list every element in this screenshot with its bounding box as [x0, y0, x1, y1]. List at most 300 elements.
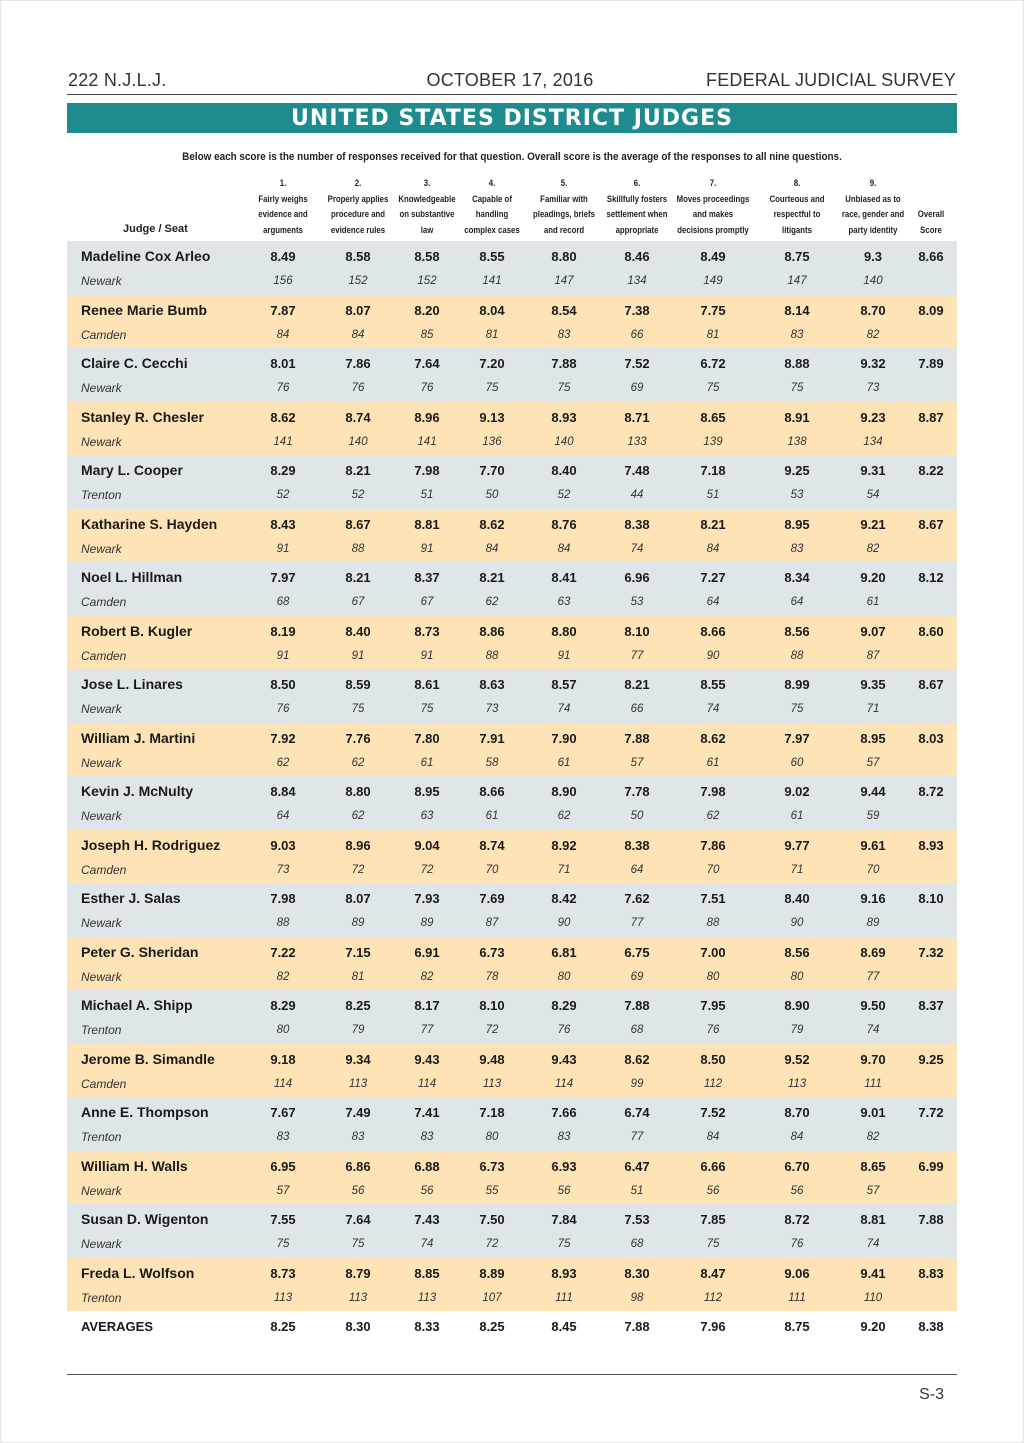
judge-seat: Newark [81, 1183, 122, 1198]
response-count-q3: 63 [420, 810, 434, 822]
judge-row [67, 562, 957, 616]
response-count-q3: 76 [420, 382, 434, 394]
judge-row [67, 723, 957, 777]
score-q3: 7.93 [414, 891, 440, 906]
response-count-q4: 72 [485, 1238, 499, 1250]
response-count-q7: 64 [706, 596, 720, 608]
section-banner: UNITED STATES DISTRICT JUDGES [67, 103, 957, 133]
score-q3: 8.96 [414, 409, 440, 425]
score-q8: 8.75 [784, 249, 810, 264]
response-count-q6: 66 [630, 328, 644, 341]
response-count-q6: 44 [630, 489, 644, 501]
score-q6: 7.88 [624, 730, 650, 746]
response-count-q6: 77 [630, 649, 644, 662]
score-q8: 9.06 [784, 1265, 810, 1281]
judge-row [67, 990, 957, 1044]
score-q3: 8.17 [414, 998, 440, 1013]
score-q8: 8.90 [784, 998, 810, 1013]
response-count-q4: 141 [482, 275, 502, 287]
score-q5: 8.92 [551, 837, 577, 853]
judge-seat: Camden [81, 1076, 127, 1091]
response-count-q4: 136 [482, 435, 502, 448]
score-q5: 7.66 [551, 1105, 577, 1120]
score-q8: 6.70 [784, 1158, 810, 1174]
score-q7: 6.66 [700, 1158, 726, 1174]
response-count-q6: 74 [630, 542, 644, 555]
score-q8: 8.99 [784, 677, 810, 692]
judge-name: Peter G. Sheridan [81, 943, 199, 960]
column-heading-overall: Overall Score [917, 209, 945, 236]
score-q3: 8.20 [414, 302, 440, 318]
judge-seat: Newark [81, 541, 122, 556]
response-count-q4: 78 [485, 970, 499, 983]
averages-label: AVERAGES [81, 1319, 153, 1334]
column-heading-5: 5. Familiar with pleadings, briefs and record [533, 178, 595, 236]
response-count-q1: 76 [276, 382, 290, 394]
score-q9: 9.41 [860, 1265, 886, 1281]
score-q7: 8.21 [700, 516, 726, 532]
score-q7: 6.72 [700, 356, 726, 371]
score-q1: 8.43 [270, 516, 296, 532]
score-q1: 7.22 [270, 944, 296, 960]
score-q1: 9.18 [270, 1051, 296, 1067]
score-q1: 8.62 [270, 409, 296, 425]
response-count-q7: 76 [706, 1024, 720, 1036]
table-description: Below each score is the number of responses received for that question. Overall score is the average of the responses to all nine questions. [182, 151, 842, 163]
judge-seat: Trenton [81, 1023, 122, 1037]
response-count-q5: 147 [554, 275, 574, 287]
response-count-q9: 61 [866, 596, 880, 608]
score-q9: 8.81 [860, 1212, 886, 1227]
response-count-q7: 149 [703, 275, 723, 287]
score-q3: 8.85 [414, 1265, 440, 1281]
score-q9: 9.16 [860, 891, 886, 906]
score-q8: 8.34 [784, 570, 810, 585]
score-q3: 8.95 [414, 784, 440, 799]
average-q7: 7.96 [700, 1319, 726, 1334]
response-count-q4: 87 [485, 917, 499, 929]
column-heading-3: 3. Knowledgeable on substantive law [398, 178, 456, 236]
response-count-q2: 113 [348, 1077, 368, 1090]
response-count-q4: 73 [485, 703, 499, 715]
score-q7: 8.66 [700, 623, 726, 639]
response-count-q1: 113 [273, 1291, 293, 1304]
judge-name: Jerome B. Simandle [81, 1050, 215, 1067]
score-q7: 7.51 [700, 891, 726, 906]
score-q3: 6.88 [414, 1158, 440, 1174]
response-count-q2: 83 [351, 1131, 365, 1143]
score-q3: 7.41 [414, 1105, 440, 1120]
judge-seat: Newark [81, 434, 122, 449]
response-count-q4: 72 [485, 1024, 499, 1036]
score-q5: 8.29 [551, 998, 577, 1013]
score-q1: 6.95 [270, 1158, 296, 1174]
judge-row [67, 1258, 957, 1312]
response-count-q4: 81 [485, 328, 499, 341]
response-count-q5: 62 [557, 810, 571, 822]
response-count-q1: 82 [276, 970, 290, 983]
response-count-q2: 89 [351, 917, 365, 929]
score-q3: 7.64 [414, 356, 440, 371]
response-count-q3: 56 [420, 1184, 434, 1197]
score-q8: 8.56 [784, 944, 810, 960]
judge-name: Freda L. Wolfson [81, 1264, 195, 1281]
overall-score: 8.66 [918, 249, 944, 264]
overall-score: 6.99 [918, 1158, 944, 1174]
response-count-q1: 83 [276, 1131, 290, 1143]
judge-seat: Newark [81, 755, 122, 770]
score-q7: 8.47 [700, 1265, 726, 1281]
response-count-q7: 75 [706, 382, 720, 394]
response-count-q4: 88 [485, 649, 499, 662]
judge-name: Katharine S. Hayden [81, 515, 218, 532]
response-count-q6: 51 [630, 1184, 644, 1197]
response-count-q2: 79 [351, 1024, 365, 1036]
average-q9: 9.20 [860, 1319, 886, 1334]
response-count-q4: 62 [485, 596, 499, 608]
response-count-q2: 72 [351, 863, 365, 876]
score-q5: 8.41 [551, 570, 577, 585]
score-q4: 8.66 [479, 784, 505, 799]
score-q4: 7.20 [479, 356, 505, 371]
response-count-q3: 91 [420, 542, 434, 555]
column-header [67, 176, 957, 238]
score-q7: 7.75 [700, 302, 726, 318]
response-count-q8: 64 [790, 596, 804, 608]
response-count-q2: 52 [351, 489, 365, 501]
score-q6: 8.30 [624, 1265, 650, 1281]
response-count-q3: 152 [417, 275, 437, 287]
column-heading-6: 6. Skillfully fosters settlement when appropriate [606, 178, 668, 236]
score-q9: 9.32 [860, 356, 886, 371]
response-count-q5: 83 [557, 328, 571, 341]
score-q5: 7.88 [551, 356, 577, 371]
score-q5: 8.80 [551, 249, 577, 264]
response-count-q3: 77 [420, 1024, 434, 1036]
response-count-q8: 84 [790, 1131, 804, 1143]
score-q6: 8.10 [624, 623, 650, 639]
response-count-q7: 90 [706, 649, 720, 662]
response-count-q9: 134 [863, 435, 883, 448]
score-q7: 7.98 [700, 784, 726, 799]
score-q3: 7.98 [414, 463, 440, 478]
score-q5: 7.84 [551, 1212, 577, 1227]
response-count-q4: 107 [482, 1291, 502, 1304]
response-count-q7: 74 [706, 703, 720, 715]
judge-seat: Trenton [81, 1290, 122, 1305]
response-count-q6: 68 [630, 1238, 644, 1250]
score-q2: 8.21 [345, 463, 371, 478]
score-q2: 8.21 [345, 570, 371, 585]
response-count-q4: 61 [485, 810, 499, 822]
response-count-q8: 138 [787, 435, 807, 448]
response-count-q8: 90 [790, 917, 804, 929]
response-count-q1: 80 [276, 1024, 290, 1036]
response-count-q4: 113 [482, 1077, 502, 1090]
score-q4: 6.73 [479, 1158, 505, 1174]
score-q5: 6.81 [551, 944, 577, 960]
response-count-q2: 91 [351, 649, 365, 662]
column-heading-8: 8. Courteous and respectful to litigants [769, 178, 825, 236]
score-q2: 8.07 [345, 302, 371, 318]
response-count-q6: 64 [630, 863, 644, 876]
response-count-q8: 79 [790, 1024, 804, 1036]
response-count-q3: 141 [417, 435, 437, 448]
score-q6: 6.74 [624, 1105, 650, 1120]
score-q2: 8.67 [345, 516, 371, 532]
response-count-q9: 57 [866, 1184, 880, 1197]
score-q3: 7.43 [414, 1212, 440, 1227]
score-q6: 7.38 [624, 302, 650, 318]
score-q5: 9.43 [551, 1051, 577, 1067]
response-count-q9: 82 [866, 328, 880, 341]
overall-score: 8.72 [918, 784, 944, 799]
response-count-q1: 73 [276, 863, 290, 876]
judge-seat: Camden [81, 862, 127, 877]
judge-name: Robert B. Kugler [81, 622, 193, 639]
response-count-q5: 61 [557, 756, 571, 769]
averages-row [67, 1310, 957, 1344]
score-q6: 8.46 [624, 249, 650, 264]
response-count-q1: 156 [273, 275, 293, 287]
overall-score: 8.12 [918, 570, 944, 585]
response-count-q1: 62 [276, 756, 290, 769]
response-count-q5: 74 [557, 703, 571, 715]
response-count-q3: 113 [417, 1291, 437, 1304]
judge-seat: Newark [81, 1237, 122, 1251]
response-count-q2: 113 [348, 1291, 368, 1304]
score-q2: 7.49 [345, 1105, 371, 1120]
response-count-q6: 69 [630, 970, 644, 983]
score-q9: 9.3 [863, 249, 883, 264]
column-heading-1: 1. Fairly weighs evidence and arguments [258, 178, 308, 236]
score-q4: 8.62 [479, 516, 505, 532]
response-count-q7: 61 [706, 756, 720, 769]
response-count-q4: 55 [485, 1184, 499, 1197]
average-q3: 8.33 [414, 1319, 440, 1334]
score-q3: 9.04 [414, 837, 440, 853]
column-heading-4: 4. Capable of handling complex cases [464, 178, 520, 236]
response-count-q9: 54 [866, 489, 880, 501]
score-q4: 7.69 [479, 891, 505, 906]
response-count-q5: 114 [554, 1077, 574, 1090]
judge-seat: Camden [81, 327, 127, 342]
score-q9: 9.23 [860, 409, 886, 425]
score-q2: 7.15 [345, 944, 371, 960]
response-count-q1: 91 [276, 542, 290, 555]
score-q4: 8.74 [479, 837, 505, 853]
score-q2: 7.86 [345, 356, 371, 371]
response-count-q2: 76 [351, 382, 365, 394]
response-count-q5: 71 [557, 863, 571, 876]
response-count-q9: 87 [866, 649, 880, 662]
score-q3: 6.91 [414, 944, 440, 960]
judge-name: Mary L. Cooper [81, 462, 183, 478]
response-count-q2: 62 [351, 756, 365, 769]
score-q6: 7.88 [624, 998, 650, 1013]
response-count-q6: 66 [630, 703, 644, 715]
score-q4: 8.04 [479, 302, 505, 318]
score-q1: 8.29 [270, 998, 296, 1013]
judge-row [67, 348, 957, 402]
score-q4: 8.10 [479, 998, 505, 1013]
average-q1: 8.25 [270, 1319, 296, 1334]
response-count-q8: 83 [790, 542, 804, 555]
score-q9: 8.65 [860, 1158, 886, 1174]
response-count-q7: 70 [706, 863, 720, 876]
response-count-q3: 61 [420, 756, 434, 769]
response-count-q3: 83 [420, 1131, 434, 1143]
judge-row [67, 616, 957, 670]
response-count-q8: 60 [790, 756, 804, 769]
score-q8: 9.77 [784, 837, 810, 853]
response-count-q7: 88 [706, 917, 720, 929]
response-count-q6: 77 [630, 917, 644, 929]
average-q5: 8.45 [551, 1319, 577, 1334]
judge-row [67, 937, 957, 991]
response-count-q6: 69 [630, 382, 644, 394]
score-q3: 8.81 [414, 516, 440, 532]
response-count-q9: 59 [866, 810, 880, 822]
response-count-q5: 63 [557, 596, 571, 608]
score-q9: 9.07 [860, 623, 886, 639]
response-count-q6: 133 [627, 435, 647, 448]
score-q9: 8.69 [860, 944, 886, 960]
response-count-q9: 71 [866, 703, 880, 715]
response-count-q5: 76 [557, 1024, 571, 1036]
judge-name: Noel L. Hillman [81, 569, 183, 585]
response-count-q5: 52 [557, 489, 571, 501]
score-q1: 7.87 [270, 302, 296, 318]
response-count-q9: 89 [866, 917, 880, 929]
response-count-q2: 67 [351, 596, 365, 608]
judge-row [67, 455, 957, 509]
judge-row [67, 1151, 957, 1205]
score-q6: 6.75 [624, 944, 650, 960]
response-count-q9: 82 [866, 542, 880, 555]
score-q5: 8.93 [551, 1265, 577, 1281]
response-count-q9: 74 [866, 1238, 880, 1250]
response-count-q8: 75 [790, 382, 804, 394]
score-q2: 7.76 [345, 730, 371, 746]
judge-seat: Newark [81, 969, 122, 984]
response-count-q2: 140 [348, 435, 368, 448]
response-count-q9: 70 [866, 863, 880, 876]
response-count-q8: 83 [790, 328, 804, 341]
response-count-q4: 50 [485, 489, 499, 501]
score-q4: 7.70 [479, 463, 505, 478]
response-count-q6: 134 [627, 275, 647, 287]
score-q7: 7.00 [700, 944, 726, 960]
judge-row [67, 883, 957, 937]
response-count-q6: 77 [630, 1131, 644, 1143]
overall-score: 8.22 [918, 463, 944, 478]
score-q1: 7.98 [270, 891, 296, 906]
score-q1: 8.29 [270, 463, 296, 478]
response-count-q7: 112 [703, 1077, 723, 1090]
judge-row [67, 1044, 957, 1098]
overall-score: 7.72 [918, 1105, 944, 1120]
average-overall: 8.38 [918, 1319, 944, 1334]
score-q7: 7.85 [700, 1212, 726, 1227]
response-count-q5: 75 [557, 1238, 571, 1250]
response-count-q2: 88 [351, 542, 365, 555]
score-q5: 8.76 [551, 516, 577, 532]
score-q4: 8.86 [479, 623, 505, 639]
score-q6: 8.38 [624, 837, 650, 853]
overall-score: 8.67 [918, 677, 944, 692]
judge-seat-heading: Judge / Seat [123, 223, 188, 235]
response-count-q6: 50 [630, 810, 644, 822]
score-q9: 9.61 [860, 837, 886, 853]
response-count-q1: 141 [273, 435, 293, 448]
response-count-q7: 81 [706, 328, 720, 341]
score-q9: 8.70 [860, 302, 886, 318]
header-rule [67, 94, 957, 95]
overall-score: 8.67 [918, 516, 944, 532]
overall-score: 8.83 [918, 1265, 944, 1281]
judge-name: Esther J. Salas [81, 890, 181, 906]
column-heading-7: 7. Moves proceedings and makes decisions promptly [676, 178, 750, 236]
judge-name: Jose L. Linares [81, 676, 183, 692]
judge-seat: Trenton [81, 488, 122, 502]
score-q8: 8.91 [784, 409, 810, 425]
score-q2: 8.74 [345, 409, 371, 425]
score-q9: 9.21 [860, 516, 886, 532]
response-count-q9: 74 [866, 1024, 880, 1036]
response-count-q5: 84 [557, 542, 571, 555]
score-q8: 8.70 [784, 1105, 810, 1120]
response-count-q7: 56 [706, 1184, 720, 1197]
score-q4: 9.13 [479, 409, 505, 425]
response-count-q3: 51 [420, 489, 434, 501]
response-count-q5: 90 [557, 917, 571, 929]
response-count-q1: 52 [276, 489, 290, 501]
score-q2: 8.58 [345, 249, 371, 264]
score-q5: 8.93 [551, 409, 577, 425]
survey-title: FEDERAL JUDICIAL SURVEY [706, 70, 956, 90]
response-count-q2: 75 [351, 1238, 365, 1250]
score-q7: 7.27 [700, 570, 726, 585]
score-q1: 7.67 [270, 1105, 296, 1120]
response-count-q1: 64 [276, 810, 290, 822]
judge-name: Joseph H. Rodriguez [81, 836, 221, 853]
response-count-q1: 91 [276, 649, 290, 662]
judge-seat: Camden [81, 648, 127, 663]
overall-score: 8.93 [918, 837, 944, 853]
score-q6: 8.38 [624, 516, 650, 532]
response-count-q6: 53 [630, 596, 644, 608]
response-count-q8: 61 [790, 810, 804, 822]
score-q1: 8.73 [270, 1265, 296, 1281]
score-q3: 9.43 [414, 1051, 440, 1067]
score-q3: 8.61 [414, 677, 440, 692]
judge-name: Anne E. Thompson [81, 1104, 209, 1120]
score-q8: 9.52 [784, 1051, 810, 1067]
response-count-q2: 75 [351, 703, 365, 715]
response-count-q7: 51 [706, 489, 720, 501]
response-count-q6: 68 [630, 1024, 644, 1036]
response-count-q5: 91 [557, 649, 571, 662]
response-count-q7: 80 [706, 970, 720, 983]
score-q1: 7.92 [270, 730, 296, 746]
response-count-q9: 57 [866, 756, 880, 769]
score-q6: 7.62 [624, 891, 650, 906]
score-q9: 9.70 [860, 1051, 886, 1067]
response-count-q8: 80 [790, 970, 804, 983]
response-count-q3: 72 [420, 863, 434, 876]
response-count-q2: 84 [351, 328, 365, 341]
